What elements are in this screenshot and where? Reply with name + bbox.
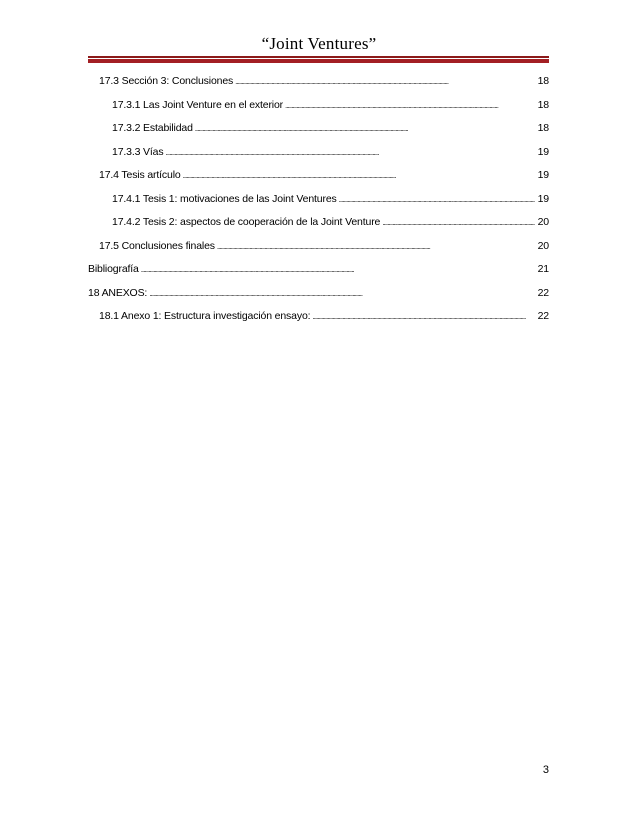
toc-entry-17-4-2[interactable]: [88, 211, 549, 235]
toc-entry-17-3-3[interactable]: [88, 141, 549, 165]
toc-entry-page: 18: [537, 122, 549, 134]
toc-dot-leader: [235, 70, 535, 94]
toc-entry-page: 22: [537, 310, 549, 322]
toc-entry-label: 18 ANEXOS:: [88, 286, 148, 299]
toc-entry-18-1[interactable]: [88, 305, 549, 329]
toc-entry-page: 20: [537, 216, 549, 228]
header-rule-thick-line: [88, 59, 549, 63]
toc-entry-17-3-2[interactable]: [88, 117, 549, 141]
toc-entry-page: 21: [537, 263, 549, 275]
toc-entry-page: 18: [537, 98, 549, 111]
table-of-contents: [88, 70, 549, 329]
toc-entry-label: 18.1 Anexo 1: Estructura investigación ensayo:: [99, 310, 311, 322]
toc-entry-label: 17.3.2 Estabilidad: [112, 122, 193, 134]
toc-entry-label: 17.4 Tesis artículo: [99, 169, 181, 181]
toc-entry-page: 22: [537, 286, 549, 299]
toc-entry-label: 17.3.3 Vías: [112, 145, 164, 158]
toc-entry-label: 17.4.1 Tesis 1: motivaciones de las Joint Ventures: [112, 192, 337, 205]
toc-dot-leader: [165, 141, 535, 165]
toc-entry-page: 19: [537, 145, 549, 158]
toc-entry-17-3-1[interactable]: [88, 94, 549, 118]
toc-dot-leader: [339, 188, 535, 212]
toc-dot-leader: [149, 282, 535, 306]
toc-entry-bibliografia[interactable]: [88, 258, 549, 282]
toc-entry-label: 17.4.2 Tesis 2: aspectos de cooperación de la Joint Venture: [112, 216, 381, 228]
toc-dot-leader: [141, 258, 535, 282]
toc-entry-17-4[interactable]: [88, 164, 549, 188]
toc-entry-label: 17.3.1 Las Joint Venture en el exterior: [112, 98, 284, 111]
toc-entry-page: 19: [537, 169, 549, 181]
toc-entry-17-5[interactable]: [88, 235, 549, 259]
toc-entry-page: 20: [537, 239, 549, 252]
page-number: 3: [542, 764, 549, 776]
toc-dot-leader: [183, 164, 535, 188]
toc-entry-17-4-1[interactable]: [88, 188, 549, 212]
toc-dot-leader: [312, 305, 535, 329]
header-rule-thin-line: [88, 56, 549, 58]
toc-dot-leader: [195, 117, 535, 141]
toc-dot-leader: [382, 211, 535, 235]
toc-entry-label: 17.3 Sección 3: Conclusiones: [99, 75, 234, 87]
toc-entry-18-anexos[interactable]: [88, 282, 549, 306]
toc-entry-label: Bibliografía: [88, 263, 139, 275]
toc-dot-leader: [285, 94, 535, 118]
toc-dot-leader: [217, 235, 535, 259]
toc-entry-17-3[interactable]: [88, 70, 549, 94]
toc-entry-page: 19: [537, 192, 549, 205]
toc-entry-page: 18: [537, 75, 549, 87]
running-header-title: “Joint Ventures”: [261, 34, 377, 53]
toc-entry-label: 17.5 Conclusiones finales: [99, 239, 215, 252]
